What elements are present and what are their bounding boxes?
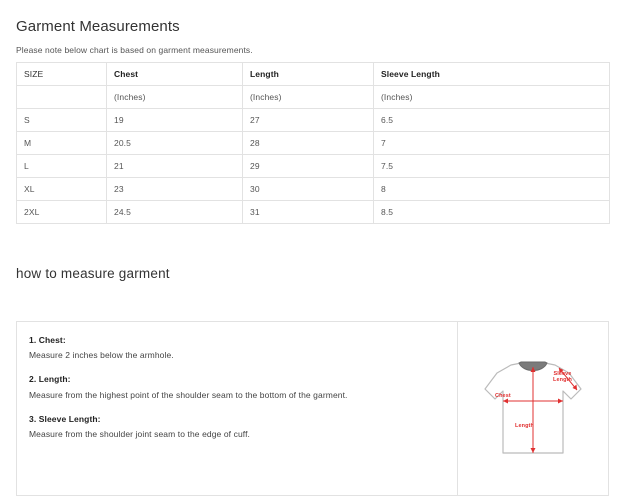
unit-cell-length: (Inches) [243,86,374,109]
table-header-row [17,63,610,86]
table-unit-row [17,86,610,109]
cell-length: 27 [243,109,374,132]
list-item [29,334,443,362]
page-title: Garment Measurements [16,18,180,35]
cell-length: 31 [243,201,374,224]
chart-note: Please note below chart is based on garment measurements. [16,45,253,55]
measure-item-description: Measure 2 inches below the armhole. [29,350,174,361]
cell-size: L [17,155,107,178]
table-row [17,109,610,132]
cell-chest: 21 [107,155,243,178]
section-title-how-to-measure: how to measure garment [16,266,170,281]
diagram-label-chest: Chest [495,392,511,399]
table-header-chest: Chest [107,63,243,86]
unit-cell-chest: (Inches) [107,86,243,109]
unit-cell-sleeve: (Inches) [374,86,610,109]
table-header-length: Length [243,63,374,86]
cell-sleeve: 6.5 [374,109,610,132]
cell-size: 2XL [17,201,107,224]
measure-item-description: Measure from the shoulder joint seam to the edge of cuff. [29,428,250,439]
cell-sleeve: 8.5 [374,201,610,224]
diagram-label-sleeve-length [553,371,572,384]
cell-length: 29 [243,155,374,178]
cell-size: XL [17,178,107,201]
size-chart-table [16,62,610,224]
table-row [17,178,610,201]
measure-item-description: Measure from the highest point of the shoulder seam to the bottom of the garment. [29,389,348,400]
cell-size: M [17,132,107,155]
cell-sleeve: 7 [374,132,610,155]
measure-item-title: 2. Length: [29,374,71,385]
cell-sleeve: 7.5 [374,155,610,178]
cell-chest: 23 [107,178,243,201]
table-row [17,132,610,155]
table-row [17,155,610,178]
table-header-sleeve-length: Sleeve Length [374,63,610,86]
unit-cell-size [17,86,107,109]
table-header-size: SIZE [17,63,107,86]
cell-chest: 24.5 [107,201,243,224]
table-row [17,201,610,224]
list-item [29,413,443,441]
tshirt-diagram [467,349,599,469]
diagram-label-sleeve-line2: Length [553,376,572,383]
measure-diagram-panel [457,322,608,495]
cell-chest: 20.5 [107,132,243,155]
tshirt-icon [467,349,599,469]
cell-length: 30 [243,178,374,201]
list-item [29,373,443,401]
measure-instructions-list [17,322,457,495]
measure-item-title: 3. Sleeve Length: [29,413,101,424]
cell-chest: 19 [107,109,243,132]
cell-sleeve: 8 [374,178,610,201]
measure-instructions-box [16,321,609,496]
cell-length: 28 [243,132,374,155]
measure-item-title: 1. Chest: [29,335,66,345]
diagram-label-sleeve-line1: Sleeve [553,370,572,377]
diagram-label-length: Length [515,422,534,429]
cell-size: S [17,109,107,132]
